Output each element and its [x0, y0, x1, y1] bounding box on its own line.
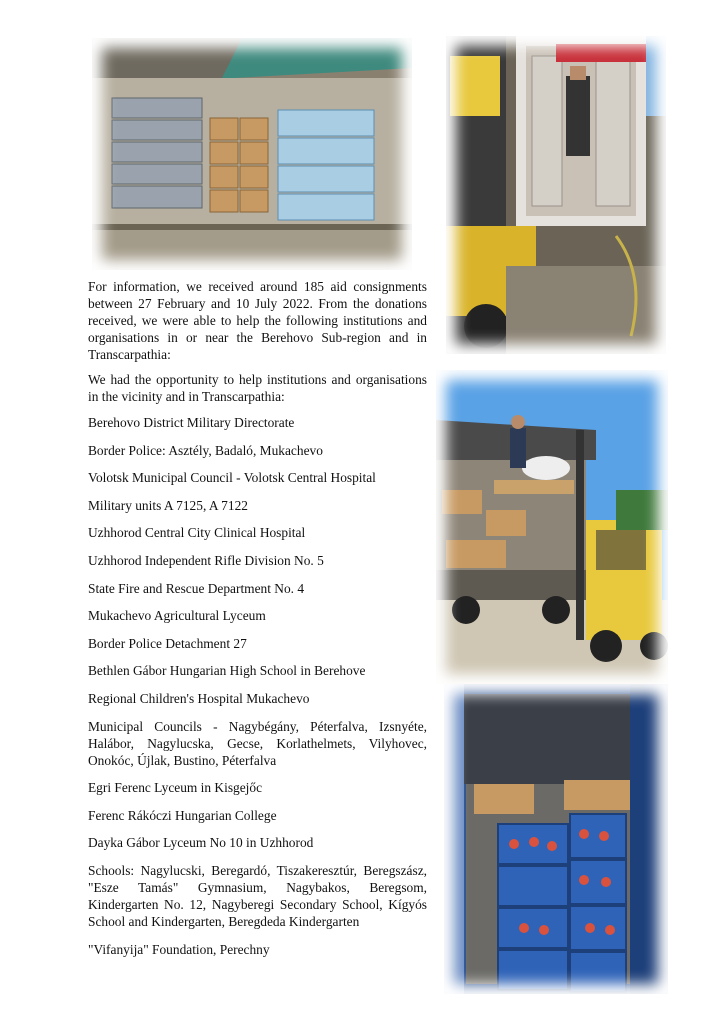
photo-van-with-apple-crates	[444, 684, 668, 994]
list-item: "Vifanyija" Foundation, Perechny	[88, 941, 270, 957]
photo-truck-with-supplies	[92, 38, 412, 270]
list-item: Border Police Detachment 27	[88, 635, 247, 651]
list-item: Ferenc Rákóczi Hungarian College	[88, 807, 277, 823]
list-item: Dayka Gábor Lyceum No 10 in Uzhhorod	[88, 835, 314, 851]
aid-report-text	[88, 278, 427, 968]
list-item: Border Police: Asztély, Badaló, Mukachevo	[88, 442, 323, 458]
list-item: Bethlen Gábor Hungarian High School in Berehove	[88, 663, 366, 679]
list-item: Volotsk Municipal Council - Volotsk Central Hospital	[88, 470, 376, 486]
list-item: Schools: Nagylucski, Beregardó, Tiszakeresztúr, Beregszász, "Esze Tamás" Gymnasium, Nagybakos, Beregsom, Kindergarten No. 12, Nagyberegi Secondary School, Kígyós School and Kindergarten, Beregdeda Kindergarten	[88, 862, 427, 929]
intro-paragraph-2: We had the opportunity to help institutions and organisations in the vicinity and in Transcarpathia:	[88, 372, 427, 404]
institution-list	[88, 414, 427, 958]
list-item: Military units A 7125, A 7122	[88, 497, 248, 513]
intro-paragraph: For information, we received around 185 aid consignments between 27 February and 10 July 2022. From the donations received, we were able to help the following institutions and organisations in or near the Berehovo Sub-region and in Transcarpathia:	[88, 279, 427, 362]
list-item: Uzhhorod Independent Rifle Division No. 5	[88, 552, 324, 568]
photo-forklift-loading-pallet	[436, 370, 668, 684]
photo-forklift-unloading	[446, 36, 666, 354]
list-item: Mukachevo Agricultural Lyceum	[88, 608, 266, 624]
list-item: Municipal Councils - Nagybégány, Péterfalva, Izsnyéte, Halábor, Nagylucska, Gecse, Korlathelmets, Vilyhovec, Onokóc, Újlak, Bustino, Péterfalva	[88, 718, 427, 768]
list-item: Berehovo District Military Directorate	[88, 415, 295, 430]
list-item: Egri Ferenc Lyceum in Kisgejőc	[88, 780, 263, 796]
list-item: State Fire and Rescue Department No. 4	[88, 580, 305, 596]
list-item: Regional Children's Hospital Mukachevo	[88, 690, 310, 706]
list-item: Uzhhorod Central City Clinical Hospital	[88, 525, 306, 541]
